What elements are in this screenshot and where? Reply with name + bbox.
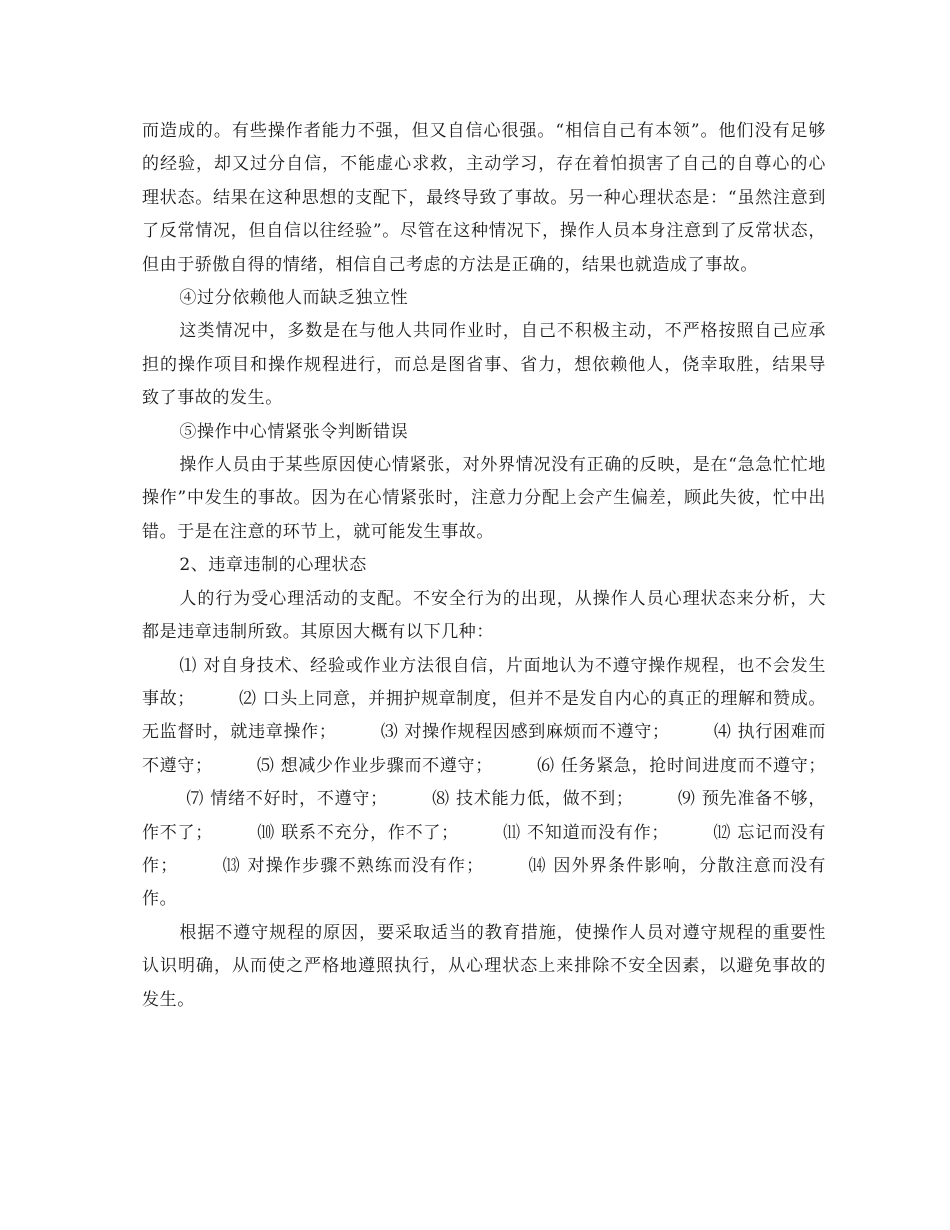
reason-item: ⑼ 预先准备不够，作不了； bbox=[142, 789, 826, 843]
heading-tension-misjudgment: ⑤操作中心情紧张令判断错误 bbox=[179, 421, 409, 442]
heading-over-reliance: ④过分依赖他人而缺乏独立性 bbox=[179, 288, 409, 309]
section-2-intro: 人的行为受心理活动的支配。不安全行为的出现，从操作人员心理状态来分析，大都是违章违制所致。其原因大概有以下几种： bbox=[142, 588, 826, 643]
reason-item: ⑺ 情绪不好时，不遵守； bbox=[186, 789, 388, 810]
document-body bbox=[142, 115, 826, 1017]
reason-item: ⑿ 忘记而没有作； bbox=[142, 822, 827, 876]
reason-item: ⒁ 因外界条件影响，分散注意而没有作。 bbox=[142, 855, 827, 910]
paragraph-over-reliance: 这类情况中，多数是在与他人共同作业时，自己不积极主动，不严格按照自己应承担的操作项目和操作规程进行，而总是图省事、省力，想依赖他人，侥幸取胜，结果导致了事故的发生。 bbox=[142, 321, 826, 409]
reason-item: ⑽ 联系不充分，作不了； bbox=[257, 822, 459, 843]
reason-item: ⑹ 任务紧急，抢时间进度而不遵守； bbox=[537, 755, 827, 776]
reason-item: ⑵ 口头上同意，并拥护规章制度，但并不是发自内心的真正的理解和赞成。无监督时，就违章操作； bbox=[142, 688, 826, 743]
reason-item: ⒀ 对操作步骤不熟练而没有作； bbox=[222, 855, 484, 876]
reasons-list bbox=[142, 650, 826, 917]
reason-item: ⑷ 执行困难而不遵守； bbox=[142, 722, 827, 776]
paragraph-tension-misjudgment: 操作人员由于某些原因使心情紧张，对外界情况没有正确的反映，是在“急急忙忙地操作”中发生的事故。因为在心情紧张时，注意力分配上会产生偏差，顾此失彼，忙中出错。于是在注意的环节上，就可能发生事故。 bbox=[142, 455, 826, 542]
paragraph-continuation: 而造成的。有些操作者能力不强，但又自信心很强。“相信自己有本领”。他们没有足够的经验，却又过分自信，不能虚心求救，主动学习，存在着怕损害了自己的自尊心的心理状态。结果在这种思想的支配下，最终导致了事故。另一种心理状态是：“虽然注意到了反常情况，但自信以往经验”。尽管在这种情况下，操作人员本身注意到了反常状态，但由于骄傲自得的情绪，相信自己考虑的方法是正确的，结果也就造成了事故。 bbox=[142, 121, 826, 275]
reason-item: ⑶ 对操作规程因感到麻烦而不遵守； bbox=[380, 722, 670, 743]
reason-item: ⑴ 对自身技术、经验或作业方法很自信，片面地认为不遵守操作规程，也不会发生事故； bbox=[142, 655, 826, 709]
section-2-heading: 2、违章违制的心理状态 bbox=[179, 555, 367, 576]
reason-item: ⑸ 想减少作业步骤而不遵守； bbox=[256, 755, 493, 776]
conclusion-paragraph: 根据不遵守规程的原因，要采取适当的教育措施，使操作人员对遵守规程的重要性认识明确，从而使之严格地遵照执行，从心理状态上来排除不安全因素，以避免事故的发生。 bbox=[142, 922, 826, 1010]
reason-item: ⑻ 技术能力低，做不到； bbox=[431, 789, 634, 810]
reason-item: ⑾ 不知道而没有作； bbox=[502, 822, 670, 843]
